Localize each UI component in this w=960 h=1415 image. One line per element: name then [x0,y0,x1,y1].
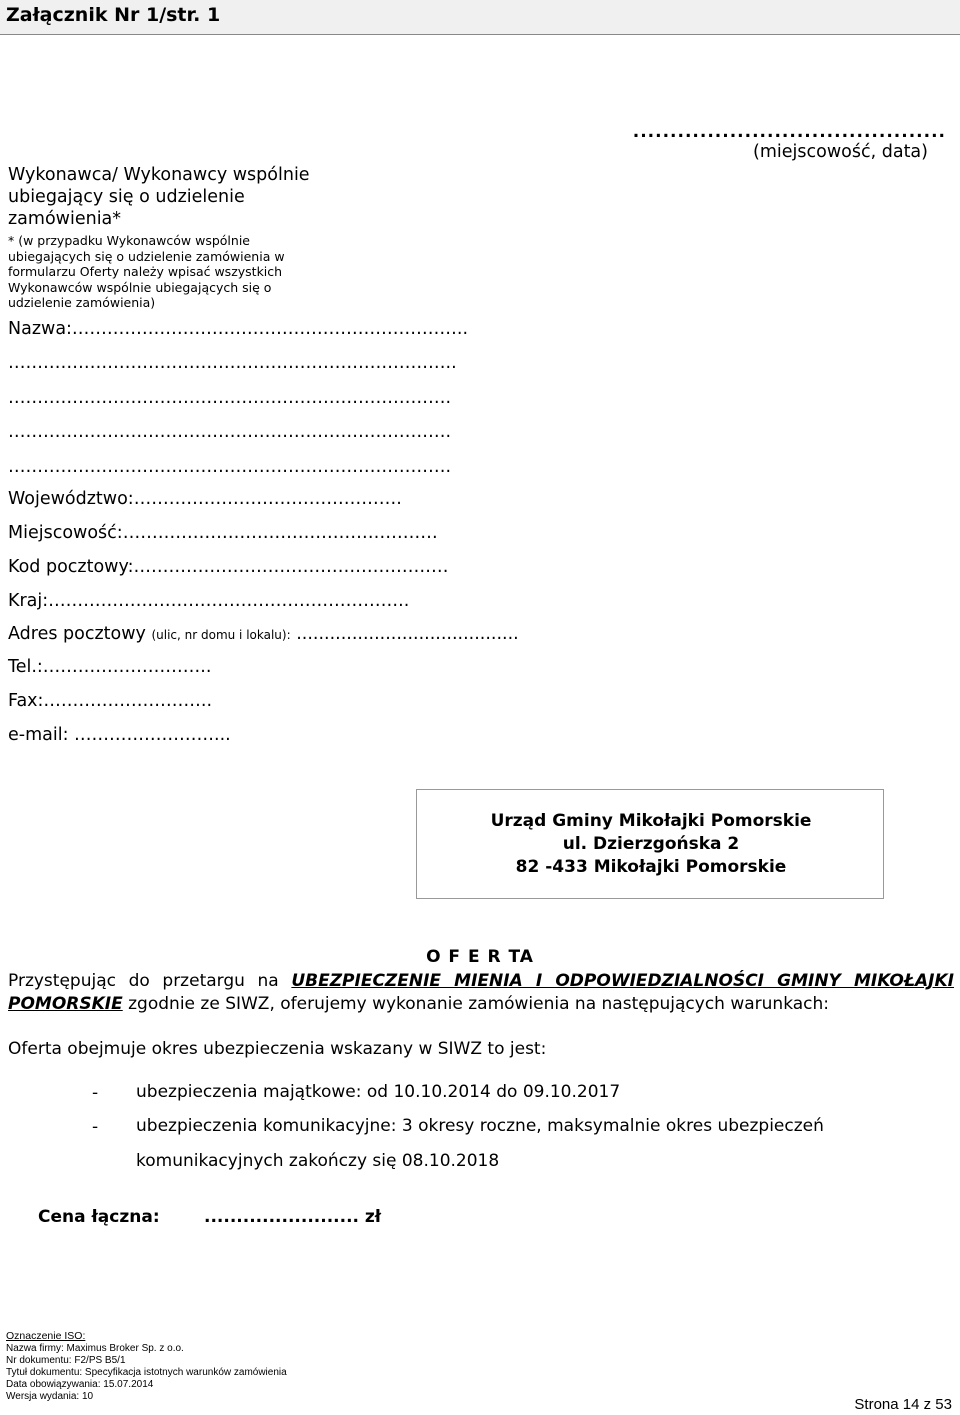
name-line-3: …………………………………………………………………. [8,388,452,408]
country-field: Kraj:…………………………………………………….. [8,591,410,611]
page-number: Strona 14 z 53 [854,1396,952,1413]
fax-field: Fax:……………………….. [8,691,213,711]
list-dash: - [92,1083,99,1103]
footer-valid-date: Data obowiązywania: 15.07.2014 [6,1379,154,1390]
email-field: e-mail: ……………………... [8,725,231,745]
recipient-city: 82 -433 Mikołajki Pomorskie [515,857,787,877]
place-date-dots: .......................................... [632,122,946,142]
place-date-label: (miejscowość, data) [753,142,928,162]
list-dash: - [92,1117,99,1137]
name-line-2: ………………………………………………………………….. [8,353,457,373]
footer-doc-number: Nr dokumentu: F2/PS B5/1 [6,1355,126,1366]
bidder-title: Wykonawca/ Wykonawcy wspólnie ubiegający się o udzielenie zamówienia* [8,165,310,229]
attachment-title: Załącznik Nr 1/str. 1 [6,4,221,26]
total-price-label: Cena łączna: [38,1207,160,1227]
voivodeship-field: Województwo:………………………………………. [8,489,402,509]
offer-title: O F E R TA [426,947,534,967]
recipient-street: ul. Dzierzgońska 2 [562,834,740,854]
offer-intro: Przystępując do przetargu na [8,971,292,991]
postal-address-dots: ........................................ [290,624,519,644]
postal-address-hint: (ulic, nr domu i lokalu): [151,628,291,642]
name-line-4: …………………………………………………………………. [8,422,452,442]
offer-subject: UBEZPIECZENIE MIENIA I ODPOWIEDZIALNOŚCI GMINY MIKOŁAJKI POMORSKIE [8,971,954,1014]
postal-code-field: Kod pocztowy:……………………………………………… [8,557,449,577]
footer-firm: Nazwa firmy: Maximus Broker Sp. z o.o. [6,1343,184,1354]
recipient-name: Urząd Gminy Mikołajki Pomorskie [490,811,812,831]
name-field: Nazwa:………………………………………………………….. [8,319,469,339]
postal-address-field [8,623,519,646]
footer-iso-label: Oznaczenie ISO: [6,1330,86,1342]
city-field: Miejscowość:……………………………………………… [8,523,438,543]
list-item-vehicle: ubezpieczenia komunikacyjne: 3 okresy roczne, maksymalnie okres ubezpieczeń komunikacyjnych zakończy się 08.10.2018 [136,1116,824,1171]
total-price-value: ........................ zł [204,1207,382,1227]
offer-intro-paragraph [8,970,954,1016]
name-line-5: …………………………………………………………………. [8,457,452,477]
footer-version: Wersja wydania: 10 [6,1391,94,1402]
offer-scope: Oferta obejmuje okres ubezpieczenia wskazany w SIWZ to jest: [8,1039,547,1059]
bidder-note: * (w przypadku Wykonawców wspólnie ubiegających się o udzielenie zamówienia w formularzu Oferty należy wpisać wszystkich Wykonawców wspólnie ubiegających się o udzielenie zamówienia) [8,233,285,310]
footer-doc-title: Tytuł dokumentu: Specyfikacja istotnych warunków zamówienia [6,1367,287,1378]
offer-conditions: zgodnie ze SIWZ, oferujemy wykonanie zamówienia na następujących warunkach: [122,994,830,1014]
postal-address-label: Adres pocztowy [8,624,152,644]
list-item-property: ubezpieczenia majątkowe: od 10.10.2014 do 09.10.2017 [136,1082,621,1102]
phone-field: Tel.:……………………….. [8,657,212,677]
